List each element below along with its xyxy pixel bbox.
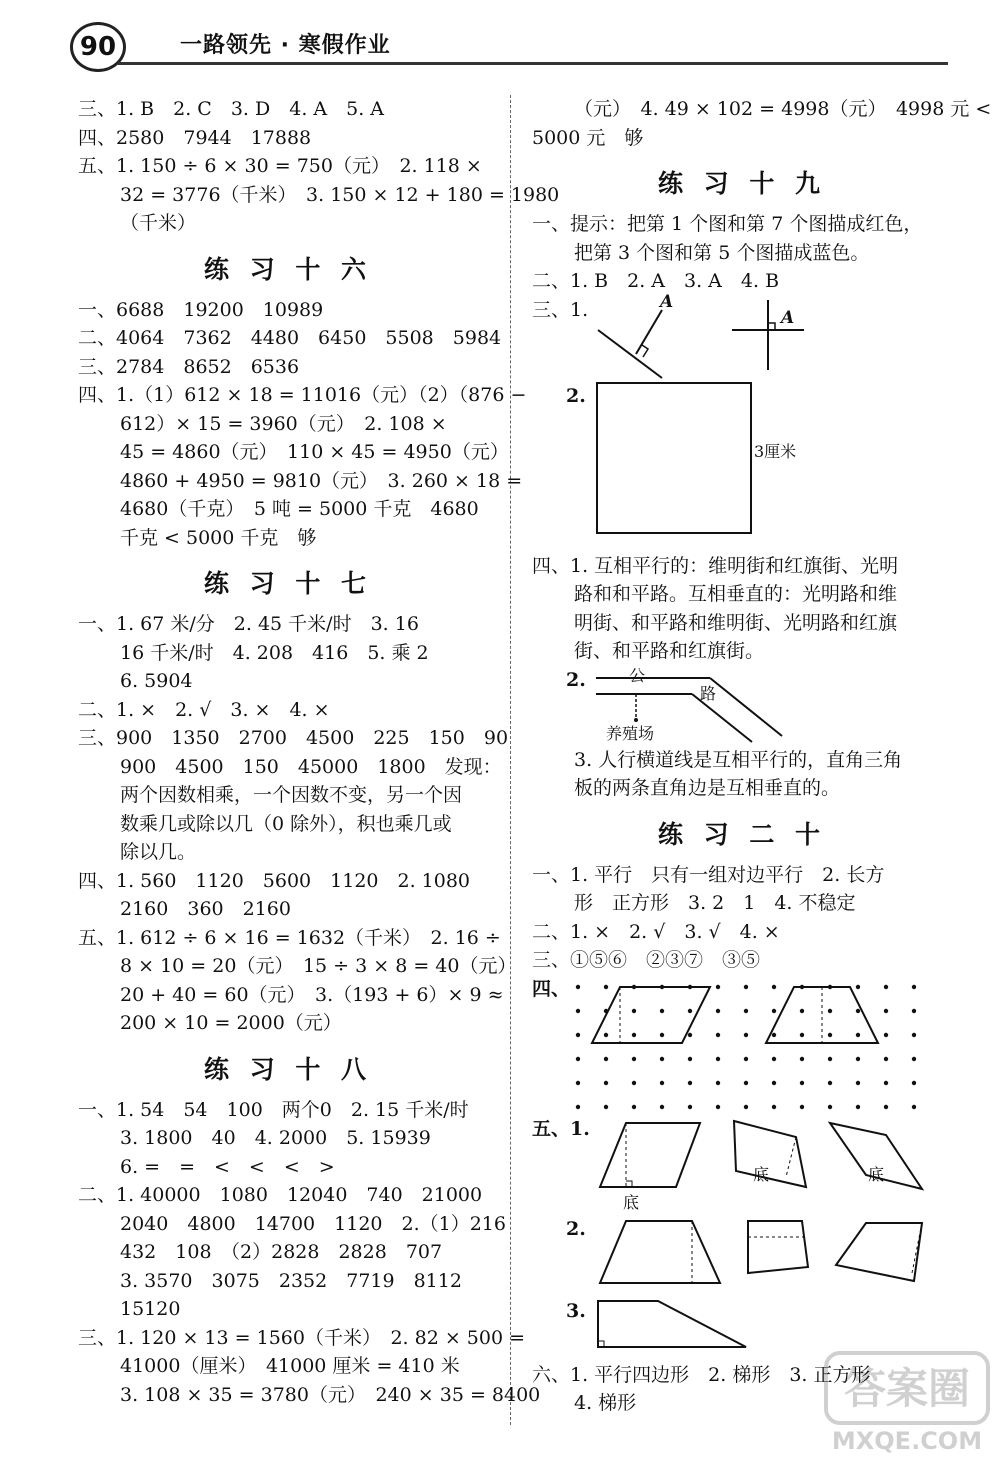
answer-line: 三、1. — [532, 298, 589, 321]
answer-line: 3. 108 × 35 = 3780（元） 240 × 35 = 8400 — [120, 1383, 541, 1406]
grid-dot — [576, 1032, 580, 1036]
answer-line: 612）× 15 = 3960（元） 2. 108 × — [120, 412, 447, 435]
section-16 — [78, 296, 527, 553]
section-17 — [78, 610, 517, 1038]
answer-line: 三、900 1350 2700 4500 225 150 90 — [78, 727, 509, 749]
grid-dot — [884, 1008, 888, 1012]
answer-line: 五、1. 612 ÷ 6 × 16 = 1632（千米） 2. 16 ÷ — [78, 926, 501, 949]
parallelogram-heights — [532, 1115, 952, 1215]
grid-dot — [772, 984, 776, 988]
grid-dot — [576, 1008, 580, 1012]
answer-line: 4680（千克） 5 吨 = 5000 千克 4680 — [120, 498, 479, 520]
answer-line: 4. 梯形 — [574, 1392, 637, 1414]
grid-dot — [912, 1056, 916, 1060]
section-19 — [532, 210, 952, 803]
answer-line: 明街、和平路和维明街、光明路和红旗 — [574, 611, 898, 634]
answer-line: 除以几。 — [120, 841, 197, 863]
answer-line: 32 = 3776（千米） 3. 150 × 12 + 180 = 1980 — [120, 183, 560, 206]
grid-dot — [884, 1104, 888, 1108]
grid-dot — [716, 1032, 720, 1036]
grid-dot — [688, 1056, 692, 1060]
grid-dot — [856, 984, 860, 988]
grid-dot — [828, 1104, 832, 1108]
left-pre-block — [78, 95, 560, 238]
grid-dot — [744, 1032, 748, 1036]
answer-line: 一、1. 67 米/分 2. 45 千米/时 3. 16 — [78, 613, 419, 635]
grid-dot — [884, 1080, 888, 1084]
answer-line: 41000（厘米） 41000 厘米 = 410 米 — [120, 1355, 460, 1377]
answer-line: 45 = 4860（元） 110 × 45 = 4950（元） — [120, 441, 509, 463]
answer-line: （元） 4. 49 × 102 = 4998（元） 4998 元 < — [574, 98, 992, 120]
answer-line: 一、1. 54 54 100 两个0 2. 15 千米/时 — [78, 1098, 469, 1121]
grid-dot — [772, 1056, 776, 1060]
answer-line: 六、1. 平行四边形 2. 梯形 3. 正方形 — [532, 1363, 871, 1386]
answer-line: 4860 + 4950 = 9810（元） 3. 260 × 18 = — [120, 469, 523, 492]
perpendicular-figures — [532, 291, 952, 382]
book-title: 一路领先 · 寒假作业 — [180, 33, 391, 58]
grid-dot — [912, 1080, 916, 1084]
section-title-19: 练 习 十 九 — [657, 169, 827, 198]
grid-dot — [828, 1008, 832, 1012]
grid-dot — [856, 1032, 860, 1036]
road-figure — [532, 666, 952, 746]
item-number: 2. — [566, 384, 586, 407]
section-title-18: 练 习 十 八 — [203, 1054, 373, 1084]
header-rule — [118, 62, 948, 65]
square-shape — [596, 382, 752, 534]
grid-dot — [716, 1008, 720, 1012]
grid-dot — [744, 984, 748, 988]
grid-dot — [688, 1032, 692, 1036]
grid-dot — [828, 1080, 832, 1084]
watermark-text: 答案圈 — [843, 1364, 971, 1413]
answer-line: 二、1. × 2. √ 3. √ 4. × — [532, 920, 780, 943]
answer-line: 五、1. 150 ÷ 6 × 30 = 750（元） 2. 118 × — [78, 155, 482, 177]
grid-dot — [604, 1032, 608, 1036]
grid-dot — [576, 984, 580, 988]
page-header — [70, 22, 950, 72]
grid-dot — [576, 1056, 580, 1060]
grid-dot — [856, 1056, 860, 1060]
dot-grid-diagram — [568, 981, 948, 1111]
grid-dot — [604, 1056, 608, 1060]
square-figure — [532, 382, 952, 552]
grid-dot — [576, 1104, 580, 1108]
trapezoid-heights — [532, 1215, 952, 1297]
square-side-label: 3厘米 — [754, 441, 797, 461]
grid-dot — [912, 984, 916, 988]
road-label-lu: 路 — [700, 683, 717, 703]
answer-line: 二、1. × 2. √ 3. × 4. × — [78, 698, 330, 721]
watermark-site: MXQE.COM — [831, 1427, 983, 1455]
column-divider — [510, 95, 511, 1425]
section-20 — [532, 861, 952, 1418]
answer-line: 两个因数相乘，一个因数不变，另一个因 — [120, 784, 463, 806]
grid-dot — [744, 1104, 748, 1108]
answer-line: 432 108 （2）2828 2828 707 — [120, 1241, 443, 1263]
watermark-logo — [822, 1349, 992, 1459]
section-title-16: 练 习 十 六 — [203, 254, 373, 284]
answer-line: 三、1. B 2. C 3. D 4. A 5. A — [78, 98, 385, 120]
answer-line: 16 千米/时 4. 208 416 5. 乘 2 — [120, 641, 429, 664]
point-a-label: A — [781, 307, 795, 328]
grid-dot — [632, 1104, 636, 1108]
answer-line: 8 × 10 = 20（元） 15 ÷ 3 × 8 = 40（元） — [120, 955, 517, 977]
item-number: 3. — [566, 1299, 586, 1322]
answer-line: 5000 元 够 — [532, 126, 644, 149]
grid-dot — [884, 984, 888, 988]
answer-line: 三、2784 8652 6536 — [78, 355, 300, 378]
grid-dot — [660, 1080, 664, 1084]
grid-dot — [688, 1104, 692, 1108]
answer-line: 6. 5904 — [120, 670, 193, 692]
answer-line: 2040 4800 14700 1120 2.（1）216 — [120, 1212, 506, 1235]
trapezoid-diagram — [596, 1215, 936, 1295]
answer-line: 3. 1800 40 4. 2000 5. 15939 — [120, 1127, 431, 1149]
answer-line: 把第 3 个图和第 5 个图描成蓝色。 — [574, 241, 870, 264]
answer-line: 15120 — [120, 1298, 181, 1320]
base-label: 底 — [623, 1192, 640, 1212]
answer-line: 四、1. 560 1120 5600 1120 2. 1080 — [78, 869, 471, 892]
item-number: 四、 — [532, 977, 571, 1000]
grid-dot — [856, 1104, 860, 1108]
answer-line: 三、1. 120 × 13 = 1560（千米） 2. 82 × 500 = — [78, 1326, 526, 1349]
grid-dot — [856, 1080, 860, 1084]
grid-dot — [772, 1008, 776, 1012]
road-label-gong: 公 — [629, 665, 646, 685]
grid-dot — [604, 984, 608, 988]
answer-line: 四、1.（1）612 × 18 = 11016（元）（2）（876 − — [78, 384, 527, 406]
grid-dot — [688, 1080, 692, 1084]
answer-line: 一、提示：把第 1 个图和第 7 个图描成红色， — [532, 213, 923, 235]
grid-dot — [688, 1008, 692, 1012]
grid-dot — [716, 984, 720, 988]
right-trapezoid-diagram — [596, 1297, 756, 1357]
grid-dot — [856, 1008, 860, 1012]
grid-dot — [884, 1056, 888, 1060]
grid-dot — [772, 1104, 776, 1108]
answer-line: 20 + 40 = 60（元） 3.（193 + 6）× 9 ≈ — [120, 983, 504, 1006]
item-number: 2. — [566, 1217, 586, 1240]
answer-line: 千克 < 5000 千克 够 — [120, 526, 317, 549]
grid-dot — [912, 1104, 916, 1108]
grid-dot — [772, 1032, 776, 1036]
grid-dot — [744, 1056, 748, 1060]
grid-dot — [632, 1032, 636, 1036]
answer-line: 一、1. 平行 只有一组对边平行 2. 长方 — [532, 863, 885, 886]
answer-line: 街、和平路和红旗街。 — [574, 640, 765, 662]
section-title-20: 练 习 二 十 — [657, 819, 827, 849]
section-title-17: 练 习 十 七 — [203, 569, 373, 598]
item-number: 五、1. — [532, 1117, 590, 1140]
answer-line: （千米） — [120, 212, 197, 234]
point-a-label: A — [660, 291, 674, 312]
grid-dot — [632, 1080, 636, 1084]
answer-line: 200 × 10 = 2000（元） — [120, 1012, 342, 1034]
answer-line: 数乘几或除以几（0 除外），积也乘几或 — [120, 812, 452, 835]
grid-dot — [912, 1032, 916, 1036]
answer-line: 形 正方形 3. 2 1 4. 不稳定 — [574, 892, 856, 914]
grid-dot — [632, 1056, 636, 1060]
answer-line: 900 4500 150 45000 1800 发现： — [120, 755, 502, 778]
answer-line: 二、1. 40000 1080 12040 740 21000 — [78, 1184, 483, 1206]
grid-dot — [660, 1032, 664, 1036]
grid-dot — [800, 1008, 804, 1012]
grid-dot — [660, 1104, 664, 1108]
grid-dot — [716, 1080, 720, 1084]
answer-line: 一、6688 19200 10989 — [78, 298, 324, 321]
answer-line: 二、4064 7362 4480 6450 5508 5984 — [78, 327, 502, 349]
base-label: 底 — [753, 1164, 770, 1184]
grid-dot — [716, 1056, 720, 1060]
answer-line: 2160 360 2160 — [120, 898, 291, 920]
answer-line: 6. = = < < < > — [120, 1155, 335, 1178]
grid-dot — [632, 1008, 636, 1012]
grid-dot — [604, 1104, 608, 1108]
perpendicular-diagram — [592, 290, 872, 385]
answer-line: 3. 人行横道线是互相平行的，直角三角 — [574, 748, 903, 771]
answer-line: 板的两条直角边是互相垂直的。 — [574, 777, 841, 799]
base-label: 底 — [868, 1164, 885, 1184]
section-18 — [78, 1096, 541, 1410]
grid-dot — [716, 1104, 720, 1108]
grid-dot — [800, 1032, 804, 1036]
grid-dot — [884, 1032, 888, 1036]
farm-label: 养殖场 — [606, 723, 655, 743]
answer-line: 3. 3570 3075 2352 7719 8112 — [120, 1269, 462, 1292]
grid-dot — [576, 1080, 580, 1084]
grid-dot — [660, 1056, 664, 1060]
grid-dot — [800, 1104, 804, 1108]
grid-dot — [800, 1056, 804, 1060]
right-column — [532, 95, 992, 1418]
answer-line: 四、1. 互相平行的：维明街和红旗街、光明 — [532, 554, 899, 577]
grid-dot — [744, 1080, 748, 1084]
page-number: 90 — [70, 22, 126, 72]
grid-dot — [660, 1008, 664, 1012]
dot-grid-figure — [532, 975, 952, 1115]
grid-dot — [744, 1008, 748, 1012]
answer-line: 路和和平路。互相垂直的：光明路和维 — [574, 583, 898, 605]
item-number: 2. — [566, 668, 586, 691]
grid-dot — [828, 1056, 832, 1060]
grid-dot — [604, 1080, 608, 1084]
answer-line: 四、2580 7944 17888 — [78, 126, 312, 149]
grid-dot — [772, 1080, 776, 1084]
answer-line: 三、①⑤⑥ ②③⑦ ③⑤ — [532, 949, 761, 971]
grid-dot — [828, 1032, 832, 1036]
grid-dot — [800, 1080, 804, 1084]
answer-line: 二、1. B 2. A 3. A 4. B — [532, 270, 780, 292]
grid-dot — [912, 1008, 916, 1012]
left-column — [78, 95, 560, 1409]
